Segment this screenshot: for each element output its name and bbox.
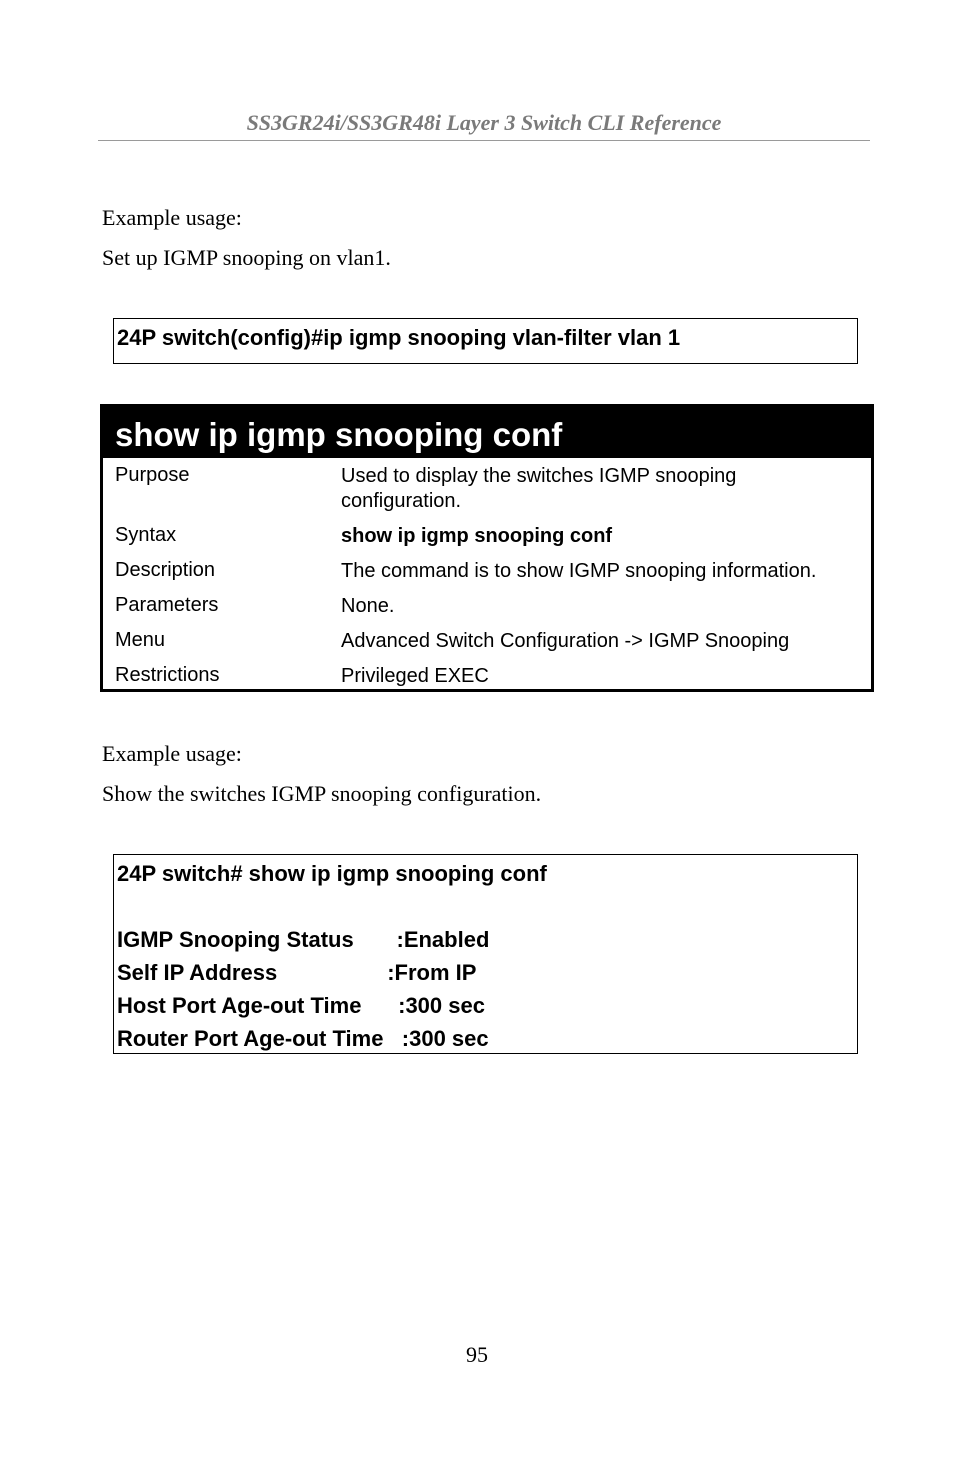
row-menu (103, 629, 871, 664)
example-description-2: Show the switches IGMP snooping configuration. (102, 781, 542, 806)
code-example-2 (113, 854, 858, 1054)
example-description-1: Set up IGMP snooping on vlan1. (102, 245, 391, 270)
code-line: Router Port Age-out Time :300 sec (117, 1026, 489, 1051)
row-value: Advanced Switch Configuration -> IGMP Snooping (341, 630, 790, 652)
code-line: Self IP Address :From IP (117, 960, 477, 985)
row-value: Used to display the switches IGMP snooping configuration. (341, 465, 737, 512)
command-table (100, 404, 874, 692)
row-value: show ip igmp snooping conf (341, 525, 613, 547)
row-parameters (103, 594, 871, 629)
row-label: Purpose (115, 464, 190, 486)
row-label: Parameters (115, 594, 219, 616)
page-number: 95 (466, 1342, 488, 1367)
code-line: IGMP Snooping Status :Enabled (117, 927, 490, 952)
row-value: The command is to show IGMP snooping information. (341, 560, 817, 582)
code-line: 24P switch(config)#ip igmp snooping vlan-filter vlan 1 (117, 325, 681, 350)
row-label: Menu (115, 629, 166, 651)
command-title: show ip igmp snooping conf (103, 407, 871, 458)
example-usage-label-1: Example usage: (102, 205, 242, 230)
example-usage-label-2: Example usage: (102, 741, 242, 766)
code-line: 24P switch# show ip igmp snooping conf (117, 861, 547, 886)
row-description (103, 559, 871, 594)
row-label: Syntax (115, 524, 177, 546)
code-line: Host Port Age-out Time :300 sec (117, 993, 485, 1018)
row-value: Privileged EXEC (341, 665, 489, 687)
page-header: SS3GR24i/SS3GR48i Layer 3 Switch CLI Reference (98, 110, 870, 141)
code-example-1 (113, 318, 858, 364)
row-value: None. (341, 595, 395, 617)
row-purpose (103, 464, 871, 524)
row-label: Description (115, 559, 216, 581)
row-restrictions (103, 664, 871, 694)
code-line (117, 890, 854, 923)
row-syntax (103, 524, 871, 559)
row-label: Restrictions (115, 664, 220, 686)
